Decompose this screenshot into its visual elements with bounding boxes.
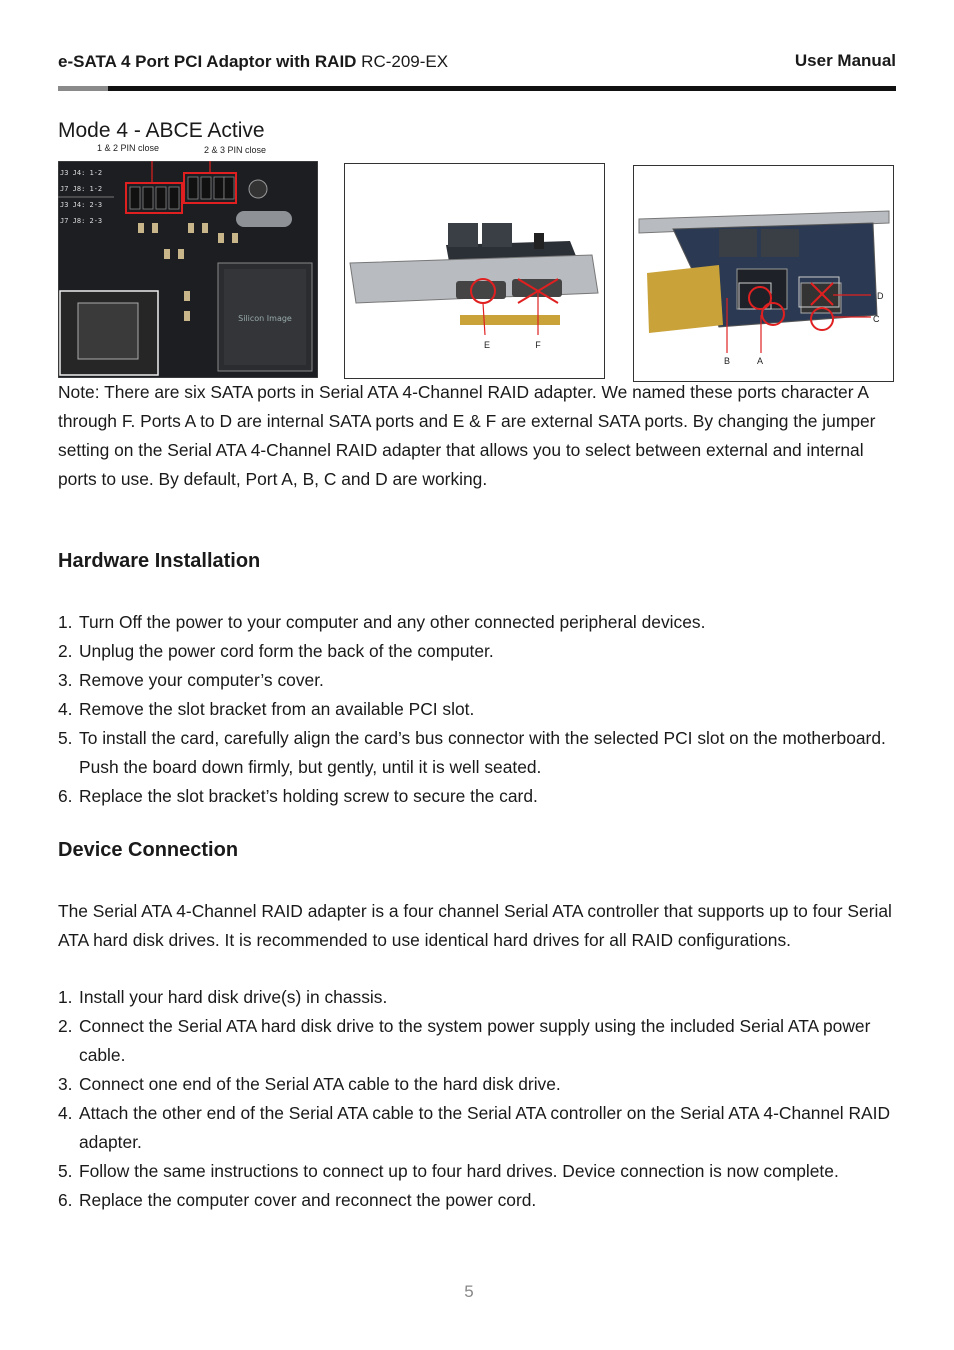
port-c-label: C — [873, 314, 880, 324]
port-f-label: F — [535, 340, 541, 350]
header-title — [58, 52, 448, 72]
port-e-label: E — [483, 340, 491, 350]
header-manual-label: User Manual — [794, 51, 896, 70]
page-header — [58, 52, 896, 76]
hardware-installation-steps — [58, 608, 896, 811]
device-connection-heading: Device Connection — [58, 839, 239, 861]
device-connection-intro: The Serial ATA 4-Channel RAID adapter is a four channel Serial ATA controller that supports up to four Serial ATA hard disk drives. It is recommended to use identical hard drives for all RAID configurations. — [58, 901, 892, 950]
list-item: 5. Follow the same instructions to connect up to four hard drives. Device connection is now complete. — [58, 1161, 839, 1181]
header-rule-accent — [58, 86, 108, 91]
pin-label-1-2: 1 & 2 PIN close — [97, 143, 160, 153]
header-rule — [58, 86, 896, 91]
list-item: 1. Install your hard disk drive(s) in chassis. — [58, 987, 388, 1007]
chip-label: Silicon Image — [238, 314, 292, 323]
page-number: 5 — [464, 1282, 474, 1301]
jumper-label-2: J7 J8: 1-2 — [60, 185, 103, 193]
jumper-label-3: J3 J4: 2-3 — [60, 201, 103, 209]
list-item: 6. Replace the computer cover and reconnect the power cord. — [58, 1190, 537, 1210]
list-item: 3. Remove your computer’s cover. — [58, 670, 324, 690]
list-item: 6. Replace the slot bracket’s holding screw to secure the card. — [58, 786, 538, 806]
port-d-label: D — [877, 291, 884, 301]
list-item: 1. Turn Off the power to your computer and any other connected peripheral devices. — [58, 612, 706, 632]
header-model: RC-209-EX — [356, 52, 449, 71]
port-b-label: B — [723, 356, 731, 366]
list-item: 3. Connect one end of the Serial ATA cable to the hard disk drive. — [58, 1074, 561, 1094]
list-item: 4. Remove the slot bracket from an available PCI slot. — [58, 699, 475, 719]
list-item: 4. Attach the other end of the Serial ATA cable to the Serial ATA controller on the Serial ATA 4-Channel RAID adapter. — [58, 1103, 891, 1152]
port-note: Note: There are six SATA ports in Serial ATA 4-Channel RAID adapter. We named these ports character A through F. Ports A to D are internal SATA ports and E & F are external SATA ports. By changing the jumper setting on the Serial ATA 4-Channel RAID adapter that allows you to select between external and internal ports to use. By default, Port A, B, C and D are working. — [58, 382, 876, 489]
jumper-label-4: J7 J8: 2-3 — [60, 217, 103, 225]
jumper-label-1: J3 J4: 1-2 — [60, 169, 103, 177]
list-item: 2. Connect the Serial ATA hard disk drive to the system power supply using the included Serial ATA power cable. — [58, 1016, 871, 1065]
list-item: 2. Unplug the power cord form the back of the computer. — [58, 641, 494, 661]
pin-label-2-3: 2 & 3 PIN close — [204, 145, 267, 155]
mode-title: Mode 4 - ABCE Active — [58, 119, 265, 142]
external-ports-image — [344, 163, 605, 379]
device-connection-steps — [58, 983, 896, 1215]
list-item: 5. To install the card, carefully align the card’s bus connector with the selected PCI slot on the motherboard. Push the board down firmly, but gently, until it is well seated. — [58, 728, 886, 777]
port-a-label: A — [756, 356, 764, 366]
internal-ports-image — [633, 165, 894, 382]
jumper-closeup-image — [58, 161, 318, 378]
hardware-installation-heading: Hardware Installation — [58, 550, 261, 572]
header-title-bold: e-SATA 4 Port PCI Adaptor with RAID — [58, 52, 357, 71]
